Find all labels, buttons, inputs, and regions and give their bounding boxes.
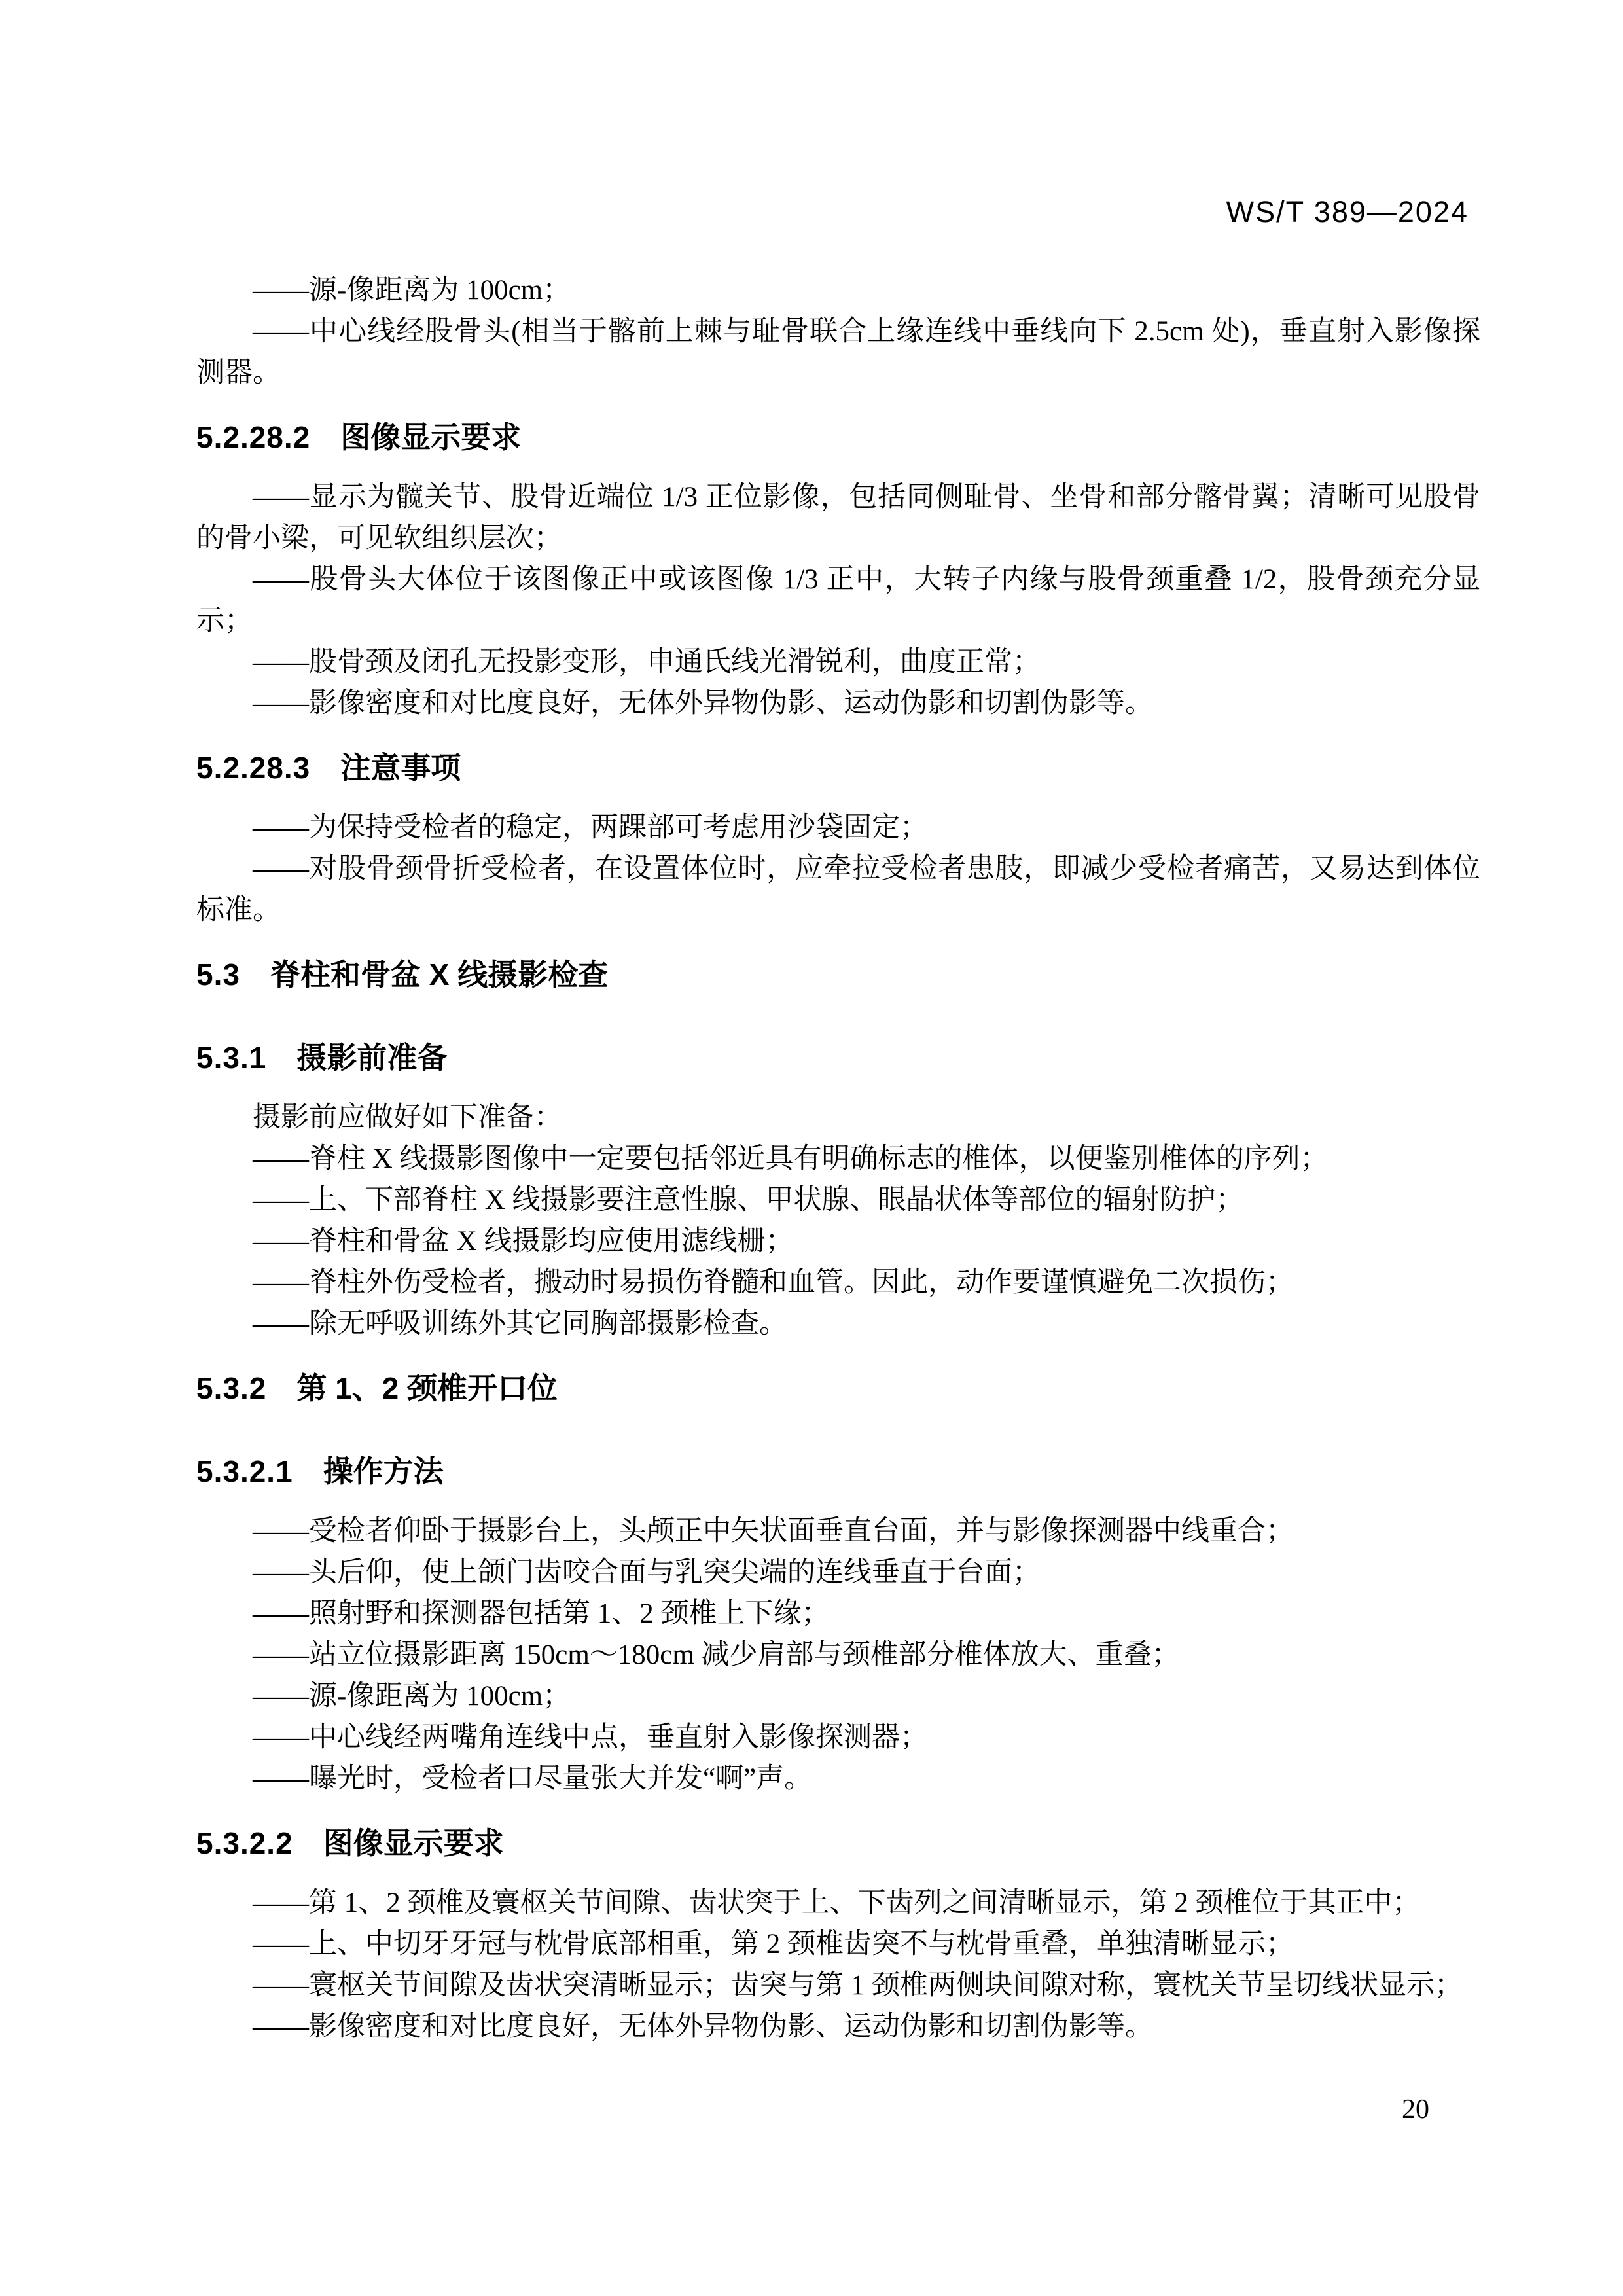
clause-text: 中心线经两嘴角连线中点，垂直射入影像探测器； bbox=[309, 1722, 928, 1753]
clause-item bbox=[196, 1138, 1480, 1179]
clause-text: 上、下部脊柱 X 线摄影要注意性腺、甲状腺、眼晶状体等部位的辐射防护； bbox=[309, 1185, 1244, 1215]
clause-item bbox=[196, 311, 1480, 393]
clause-text: 源-像距离为 100cm； bbox=[309, 275, 571, 306]
dash-marker: —— bbox=[253, 1308, 309, 1339]
section-number: 5.3.2 bbox=[196, 1371, 267, 1405]
section-title: 操作方法 bbox=[323, 1454, 444, 1488]
dash-marker: —— bbox=[253, 1929, 309, 1960]
clause-text: 股骨颈及闭孔无投影变形，申通氏线光滑锐利，曲度正常； bbox=[309, 647, 1041, 677]
clause-item bbox=[196, 1634, 1480, 1676]
section-title: 注意事项 bbox=[340, 751, 461, 785]
clause-item bbox=[196, 1552, 1480, 1593]
standard-code-header: WS/T 389—2024 bbox=[1226, 195, 1469, 228]
section-title: 脊柱和骨盆 X 线摄影检查 bbox=[270, 958, 609, 992]
clause-item bbox=[196, 559, 1480, 641]
dash-marker: —— bbox=[253, 316, 309, 347]
section-title: 第 1、2 颈椎开口位 bbox=[296, 1371, 558, 1405]
clause-item bbox=[196, 1965, 1480, 2006]
section-title: 图像显示要求 bbox=[340, 420, 522, 454]
clause-text: 站立位摄影距离 150cm～180cm 减少肩部与颈椎部分椎体放大、重叠； bbox=[309, 1640, 1180, 1670]
clause-item bbox=[196, 1758, 1480, 1799]
document-body bbox=[196, 270, 1480, 2047]
section-number: 5.3.2.1 bbox=[196, 1454, 293, 1488]
dash-marker: —— bbox=[253, 1722, 309, 1753]
dash-marker: —— bbox=[253, 1640, 309, 1670]
clause-text: 头后仰，使上颌门齿咬合面与乳突尖端的连线垂直于台面； bbox=[309, 1557, 1041, 1588]
clause-item bbox=[196, 1179, 1480, 1221]
dash-marker: —— bbox=[253, 812, 309, 843]
section-heading-5-3 bbox=[196, 931, 1480, 1014]
dash-marker: —— bbox=[253, 1143, 309, 1174]
section-heading-5-2-28-3 bbox=[196, 724, 1480, 807]
clause-text: 脊柱和骨盆 X 线摄影均应使用滤线栅； bbox=[309, 1226, 794, 1257]
dash-marker: —— bbox=[253, 1681, 309, 1712]
section-heading-5-3-2 bbox=[196, 1344, 1480, 1427]
section-title: 摄影前准备 bbox=[296, 1041, 448, 1075]
section-number: 5.2.28.2 bbox=[196, 420, 311, 454]
paragraph-text: 摄影前应做好如下准备： bbox=[253, 1102, 562, 1133]
section-title: 图像显示要求 bbox=[323, 1826, 504, 1860]
clause-text: 脊柱 X 线摄影图像中一定要包括邻近具有明确标志的椎体，以便鉴别椎体的序列； bbox=[309, 1143, 1329, 1174]
clause-item bbox=[196, 1882, 1480, 1924]
clause-item bbox=[196, 1511, 1480, 1552]
clause-text: 为保持受检者的稳定，两踝部可考虑用沙袋固定； bbox=[309, 812, 928, 843]
clause-text: 影像密度和对比度良好，无体外异物伪影、运动伪影和切割伪影等。 bbox=[309, 688, 1153, 719]
dash-marker: —— bbox=[253, 1970, 309, 2001]
clause-text: 中心线经股骨头(相当于髂前上棘与耻骨联合上缘连线中垂线向下 2.5cm 处)，垂直射入影像探测器。 bbox=[196, 316, 1480, 388]
dash-marker: —— bbox=[253, 1226, 309, 1257]
clause-text: 脊柱外伤受检者，搬动时易损伤脊髓和血管。因此，动作要谨慎避免二次损伤； bbox=[309, 1267, 1294, 1298]
dash-marker: —— bbox=[253, 2011, 309, 2042]
clause-text: 第 1、2 颈椎及寰枢关节间隙、齿状突于上、下齿列之间清晰显示，第 2 颈椎位于其正中； bbox=[309, 1888, 1421, 1918]
clause-text: 对股骨颈骨折受检者，在设置体位时，应牵拉受检者患肢，即减少受检者痛苦，又易达到体位标准。 bbox=[196, 853, 1480, 925]
clause-item bbox=[196, 848, 1480, 931]
section-number: 5.3 bbox=[196, 958, 240, 992]
dash-marker: —— bbox=[253, 647, 309, 677]
section-heading-5-3-2-1 bbox=[196, 1427, 1480, 1511]
clause-item bbox=[196, 476, 1480, 559]
clause-item bbox=[196, 1717, 1480, 1758]
clause-text: 显示为髋关节、股骨近端位 1/3 正位影像，包括同侧耻骨、坐骨和部分髂骨翼；清晰可见股骨的骨小梁，可见软组织层次； bbox=[196, 482, 1480, 554]
clause-item bbox=[196, 270, 1480, 311]
dash-marker: —— bbox=[253, 1516, 309, 1547]
clause-item bbox=[196, 1221, 1480, 1262]
section-heading-5-2-28-2 bbox=[196, 393, 1480, 476]
clause-text: 寰枢关节间隙及齿状突清晰显示；齿突与第 1 颈椎两侧块间隙对称，寰枕关节呈切线状显示； bbox=[309, 1970, 1463, 2001]
clause-text: 照射野和探测器包括第 1、2 颈椎上下缘； bbox=[309, 1598, 830, 1629]
clause-item bbox=[196, 807, 1480, 848]
page-number: 20 bbox=[1402, 2094, 1429, 2125]
clause-text: 股骨头大体位于该图像正中或该图像 1/3 正中，大转子内缘与股骨颈重叠 1/2，股骨颈充分显示； bbox=[196, 564, 1480, 636]
clause-item bbox=[196, 2006, 1480, 2047]
clause-item bbox=[196, 1676, 1480, 1717]
dash-marker: —— bbox=[253, 853, 309, 884]
clause-text: 影像密度和对比度良好，无体外异物伪影、运动伪影和切割伪影等。 bbox=[309, 2011, 1153, 2042]
clause-item bbox=[196, 683, 1480, 724]
dash-marker: —— bbox=[253, 1557, 309, 1588]
section-number: 5.3.1 bbox=[196, 1041, 267, 1075]
dash-marker: —— bbox=[253, 564, 309, 595]
dash-marker: —— bbox=[253, 1598, 309, 1629]
dash-marker: —— bbox=[253, 275, 309, 306]
section-number: 5.3.2.2 bbox=[196, 1826, 293, 1860]
clause-item bbox=[196, 641, 1480, 683]
clause-text: 源-像距离为 100cm； bbox=[309, 1681, 571, 1712]
section-heading-5-3-1 bbox=[196, 1014, 1480, 1097]
dash-marker: —— bbox=[253, 688, 309, 719]
clause-text: 除无呼吸训练外其它同胸部摄影检查。 bbox=[309, 1308, 787, 1339]
section-heading-5-3-2-2 bbox=[196, 1799, 1480, 1882]
clause-item bbox=[196, 1262, 1480, 1303]
clause-item bbox=[196, 1303, 1480, 1344]
clause-text: 受检者仰卧于摄影台上，头颅正中矢状面垂直台面，并与影像探测器中线重合； bbox=[309, 1516, 1294, 1547]
section-number: 5.2.28.3 bbox=[196, 751, 311, 785]
clause-item bbox=[196, 1593, 1480, 1634]
dash-marker: —— bbox=[253, 1185, 309, 1215]
dash-marker: —— bbox=[253, 1267, 309, 1298]
dash-marker: —— bbox=[253, 1888, 309, 1918]
clause-text: 上、中切牙牙冠与枕骨底部相重，第 2 颈椎齿突不与枕骨重叠，单独清晰显示； bbox=[309, 1929, 1294, 1960]
lead-paragraph bbox=[196, 1097, 1480, 1138]
dash-marker: —— bbox=[253, 482, 309, 512]
clause-item bbox=[196, 1924, 1480, 1965]
clause-text: 曝光时，受检者口尽量张大并发“啊”声。 bbox=[309, 1763, 813, 1794]
dash-marker: —— bbox=[253, 1763, 309, 1794]
